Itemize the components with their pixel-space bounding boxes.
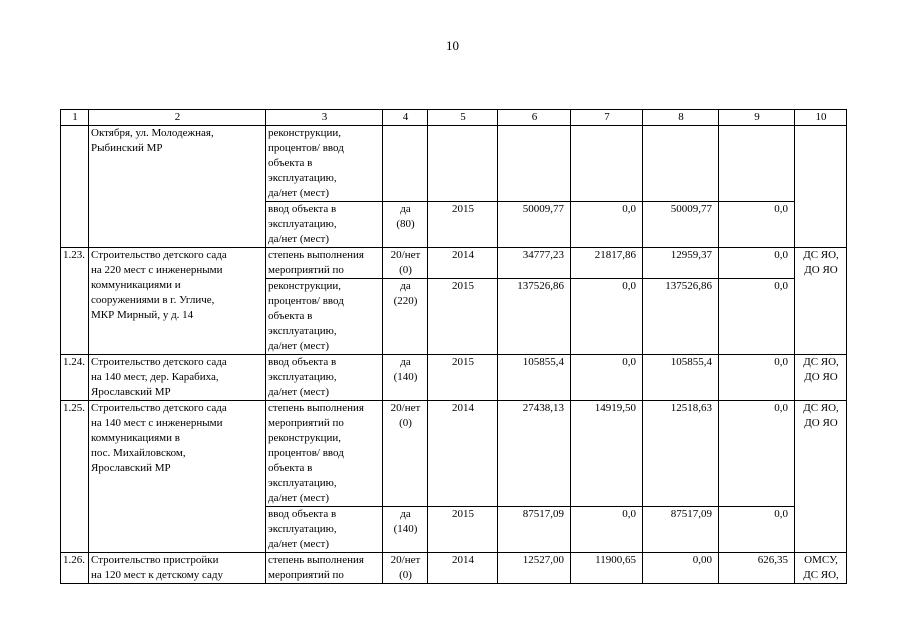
item-number-cell: 1.26. xyxy=(61,553,89,584)
funding-federal-cell xyxy=(571,126,643,202)
total-cell xyxy=(498,126,571,202)
table-row xyxy=(61,355,847,401)
funding-local-cell: 0,0 xyxy=(719,507,795,553)
funding-local-cell: 626,35 xyxy=(719,553,795,584)
total-cell: 87517,09 xyxy=(498,507,571,553)
table-row xyxy=(61,248,847,279)
column-header: 4 xyxy=(383,110,428,126)
funding-local-cell: 0,0 xyxy=(719,279,795,355)
funding-local-cell xyxy=(719,126,795,202)
indicator-cell: степень выполнения мероприятий по xyxy=(266,248,383,279)
funding-regional-cell xyxy=(643,126,719,202)
item-number-cell xyxy=(61,126,89,248)
indicator-cell: ввод объекта в эксплуатацию, да/нет (мест) xyxy=(266,507,383,553)
total-cell: 12527,00 xyxy=(498,553,571,584)
indicator-cell: степень выполнения мероприятий по реконструкции, процентов/ ввод объекта в эксплуатацию, да/нет (мест) xyxy=(266,401,383,507)
column-header: 6 xyxy=(498,110,571,126)
indicator-value-cell: 20/нет (0) xyxy=(383,553,428,584)
year-cell: 2014 xyxy=(428,401,498,507)
table-body xyxy=(61,110,847,584)
funding-regional-cell: 87517,09 xyxy=(643,507,719,553)
funding-federal-cell: 0,0 xyxy=(571,202,643,248)
item-name-cell: Строительство детского сада на 140 мест с инженерными коммуникациями в пос. Михайловском, Ярославский МР xyxy=(89,401,266,553)
column-header: 2 xyxy=(89,110,266,126)
item-number-cell: 1.24. xyxy=(61,355,89,401)
year-cell: 2014 xyxy=(428,248,498,279)
indicator-cell: реконструкции, процентов/ ввод объекта в эксплуатацию, да/нет (мест) xyxy=(266,279,383,355)
funding-federal-cell: 0,0 xyxy=(571,279,643,355)
table-header-row xyxy=(61,110,847,126)
indicator-cell: ввод объекта в эксплуатацию, да/нет (мест) xyxy=(266,202,383,248)
funding-regional-cell: 137526,86 xyxy=(643,279,719,355)
funding-federal-cell: 21817,86 xyxy=(571,248,643,279)
funding-regional-cell: 50009,77 xyxy=(643,202,719,248)
funding-regional-cell: 12518,63 xyxy=(643,401,719,507)
executor-cell: ДС ЯО, ДО ЯО xyxy=(795,401,847,553)
column-header: 10 xyxy=(795,110,847,126)
table-row xyxy=(61,126,847,202)
indicator-cell: степень выполнения мероприятий по xyxy=(266,553,383,584)
executor-cell: ДС ЯО, ДО ЯО xyxy=(795,248,847,355)
funding-federal-cell: 14919,50 xyxy=(571,401,643,507)
indicator-value-cell: 20/нет (0) xyxy=(383,248,428,279)
year-cell: 2015 xyxy=(428,507,498,553)
funding-local-cell: 0,0 xyxy=(719,248,795,279)
total-cell: 34777,23 xyxy=(498,248,571,279)
executor-cell: ОМСУ, ДС ЯО, xyxy=(795,553,847,584)
funding-federal-cell: 0,0 xyxy=(571,507,643,553)
indicator-cell: реконструкции, процентов/ ввод объекта в эксплуатацию, да/нет (мест) xyxy=(266,126,383,202)
executor-cell: ДС ЯО, ДО ЯО xyxy=(795,355,847,401)
indicator-value-cell: да (140) xyxy=(383,355,428,401)
item-number-cell: 1.23. xyxy=(61,248,89,355)
column-header: 3 xyxy=(266,110,383,126)
executor-cell xyxy=(795,126,847,248)
column-header: 1 xyxy=(61,110,89,126)
funding-federal-cell: 0,0 xyxy=(571,355,643,401)
funding-regional-cell: 0,00 xyxy=(643,553,719,584)
item-name-cell: Строительство пристройки на 120 мест к детскому саду xyxy=(89,553,266,584)
funding-regional-cell: 105855,4 xyxy=(643,355,719,401)
funding-regional-cell: 12959,37 xyxy=(643,248,719,279)
year-cell: 2015 xyxy=(428,202,498,248)
indicator-value-cell: 20/нет (0) xyxy=(383,401,428,507)
total-cell: 137526,86 xyxy=(498,279,571,355)
indicator-cell: ввод объекта в эксплуатацию, да/нет (мест) xyxy=(266,355,383,401)
total-cell: 105855,4 xyxy=(498,355,571,401)
column-header: 7 xyxy=(571,110,643,126)
indicator-value-cell: да (140) xyxy=(383,507,428,553)
funding-local-cell: 0,0 xyxy=(719,355,795,401)
table-row xyxy=(61,401,847,507)
year-cell: 2015 xyxy=(428,355,498,401)
funding-local-cell: 0,0 xyxy=(719,401,795,507)
indicator-value-cell: да (220) xyxy=(383,279,428,355)
column-header: 8 xyxy=(643,110,719,126)
column-header: 9 xyxy=(719,110,795,126)
program-table xyxy=(60,109,847,584)
item-name-cell: Октября, ул. Молодежная, Рыбинский МР xyxy=(89,126,266,248)
total-cell: 50009,77 xyxy=(498,202,571,248)
table-row xyxy=(61,553,847,584)
year-cell: 2014 xyxy=(428,553,498,584)
indicator-value-cell: да (80) xyxy=(383,202,428,248)
item-number-cell: 1.25. xyxy=(61,401,89,553)
indicator-value-cell xyxy=(383,126,428,202)
funding-federal-cell: 11900,65 xyxy=(571,553,643,584)
column-header: 5 xyxy=(428,110,498,126)
item-name-cell: Строительство детского сада на 140 мест, дер. Карабиха, Ярославский МР xyxy=(89,355,266,401)
year-cell xyxy=(428,126,498,202)
year-cell: 2015 xyxy=(428,279,498,355)
funding-local-cell: 0,0 xyxy=(719,202,795,248)
item-name-cell: Строительство детского сада на 220 мест с инженерными коммуникациями и сооружениями в г. Угличе, МКР Мирный, у д. 14 xyxy=(89,248,266,355)
page-number: 10 xyxy=(446,38,459,53)
total-cell: 27438,13 xyxy=(498,401,571,507)
